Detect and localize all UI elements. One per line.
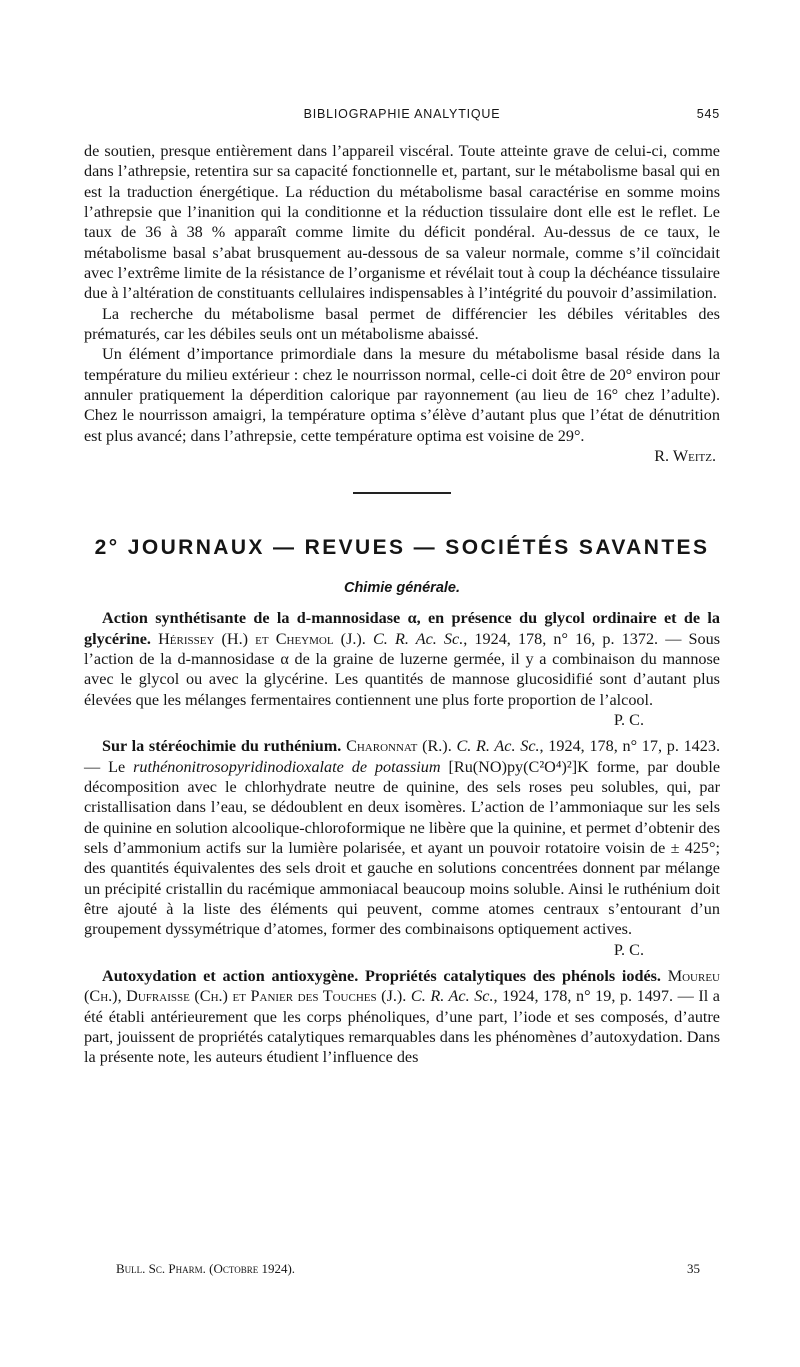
header-title: BIBLIOGRAPHIE ANALYTIQUE [303, 107, 501, 121]
article-text: Il a été établi antérieurement que les corps phénoliques, d’une part, l’iode et ses composés, d’autre part, jouissent de propriétés catalytiques remarquables dans les phénomènes d’autoxydation. Dans la présente note, les auteurs étudient l’influence des [84, 987, 720, 1067]
article-reference: , 1924, 178, n° 17, p. 1423. — Le [84, 737, 720, 776]
section-divider [353, 492, 451, 494]
article-reference: , 1924, 178, n° 16, p. 1372. — [463, 629, 682, 648]
section-heading: 2° JOURNAUX — REVUES — SOCIÉTÉS SAVANTES [94, 535, 710, 559]
article-2 [84, 736, 720, 960]
running-header [84, 104, 720, 124]
article-text: [Ru(NO)py(C²O⁴)²]K forme, par double décomposition avec le chlorhydrate neutre de quinine, des sels roses peu solubles, qui, par cristallisation dans l’eau, se dédoublent en deux isomères. L’action de l’ammoniaque sur les sels de quinine en solution alcoolique-chloroformique ne libère que la quinine, et permet d’obtenir des sels d’ammonium actifs sur la lumière polarisée, et ayant un pouvoir rotatoire voisin de ± 425°; des quantités équivalentes des sels droit et gauche en solutions concentrées donnent par mélange un précipité cristallin du racémique ammoniacal beaucoup moins soluble. Ainsi le ruthénium doit être ajouté à la liste des éléments qui peuvent, comme atomes centraux s’entourant d’un groupement dyssymétrique d’atomes, former des combinaisons optiquement actives. [84, 757, 721, 939]
article-source: C. R. Ac. Sc. [372, 629, 464, 648]
continuation-paragraph-1: de soutien, presque entièrement dans l’appareil viscéral. Toute atteinte grave de celui-ci, comme dans l’athrepsie, retentira sur sa capacité fonctionnelle et, partant, sur le métabolisme basal qui en est la traduction énergétique. La réduction du métabolisme basal caractérise en somme moins l’athrepsie que l’inanition qui la conditionne et la réduction tissulaire dont elle est le reflet. Le taux de 36 à 38 % apparaît comme limite du déficit pondéral. Au-dessus de ce taux, le métabolisme basal s’abat brusquement au-dessous de sa valeur normale, comme s’il coïncidait avec l’extrême limite de la résistance de l’organisme et révélait tout à coup la déchéance tissulaire due à l’altération de constituants cellulaires indispensables à l’intégrité du pouvoir d’assimilation. [84, 142, 720, 303]
continuation-paragraph-2: La recherche du métabolisme basal permet de différencier les débiles véritables des prématurés, car les débiles seuls ont un métabolisme abaissé. [84, 304, 720, 344]
article-source: C. R. Ac. Sc. [456, 737, 540, 756]
article-reference: , 1924, 178, n° 19, p. 1497. — [493, 987, 694, 1006]
article-authors: Charonnat (R.). [346, 737, 452, 756]
article-initials: P. C. [613, 710, 644, 729]
article-title: Autoxydation et action antioxygène. Propriétés catalytiques des phénols iodés. [102, 967, 661, 986]
article-3 [84, 966, 720, 1068]
article-initials: P. C. [613, 940, 644, 959]
article-source: C. R. Ac. Sc. [410, 987, 494, 1006]
page-footer [84, 1259, 720, 1279]
continuation-paragraph-3: Un élément d’importance primordiale dans la mesure du métabolisme basal réside dans la température du milieu extérieur : chez le nourrisson normal, celle-ci doit être de 20° environ pour annuler pratiquement la déperdition calorique par rayonnement (au lieu de 16° chez l’adulte). Chez le nourrisson amaigri, la température optima s’élève d’autant plus que l’état de dénutrition est plus avancé; dans l’athrepsie, cette température optima est voisine de 29°. [84, 345, 720, 445]
subsection-heading: Chimie générale. [343, 579, 461, 596]
author-signature: R. Weitz. [654, 447, 716, 466]
footer-number: 35 [687, 1261, 700, 1276]
compound-name: ruthénonitrosopyridinodioxalate de potassium [133, 757, 441, 776]
article-1 [84, 608, 720, 730]
article-title: Action synthétisante de la d-mannosidase α, en présence du glycol ordinaire et de la glycérine. [84, 609, 720, 648]
article-text: Sous l’action de la d-mannosidase α de la graine de luzerne germée, il y a combinaison du mannose avec le glycol ou avec la glycérine. Les quantités de mannose glucosidifié sont d’autant plus élevées que les mélanges fermentaires contiennent une plus forte proportion de l’alcool. [84, 629, 721, 709]
footer-journal: Bull. Sc. Pharm. (Octobre 1924). [116, 1261, 296, 1276]
article-authors: Hérissey (H.) et Cheymol (J.). [158, 629, 366, 648]
article-title: Sur la stéréochimie du ruthénium. [102, 737, 342, 756]
body-text [84, 141, 720, 1068]
page-number: 545 [696, 107, 720, 121]
article-authors: Moureu (Ch.), Dufraisse (Ch.) et Panier des Touches (J.). [84, 967, 720, 1006]
